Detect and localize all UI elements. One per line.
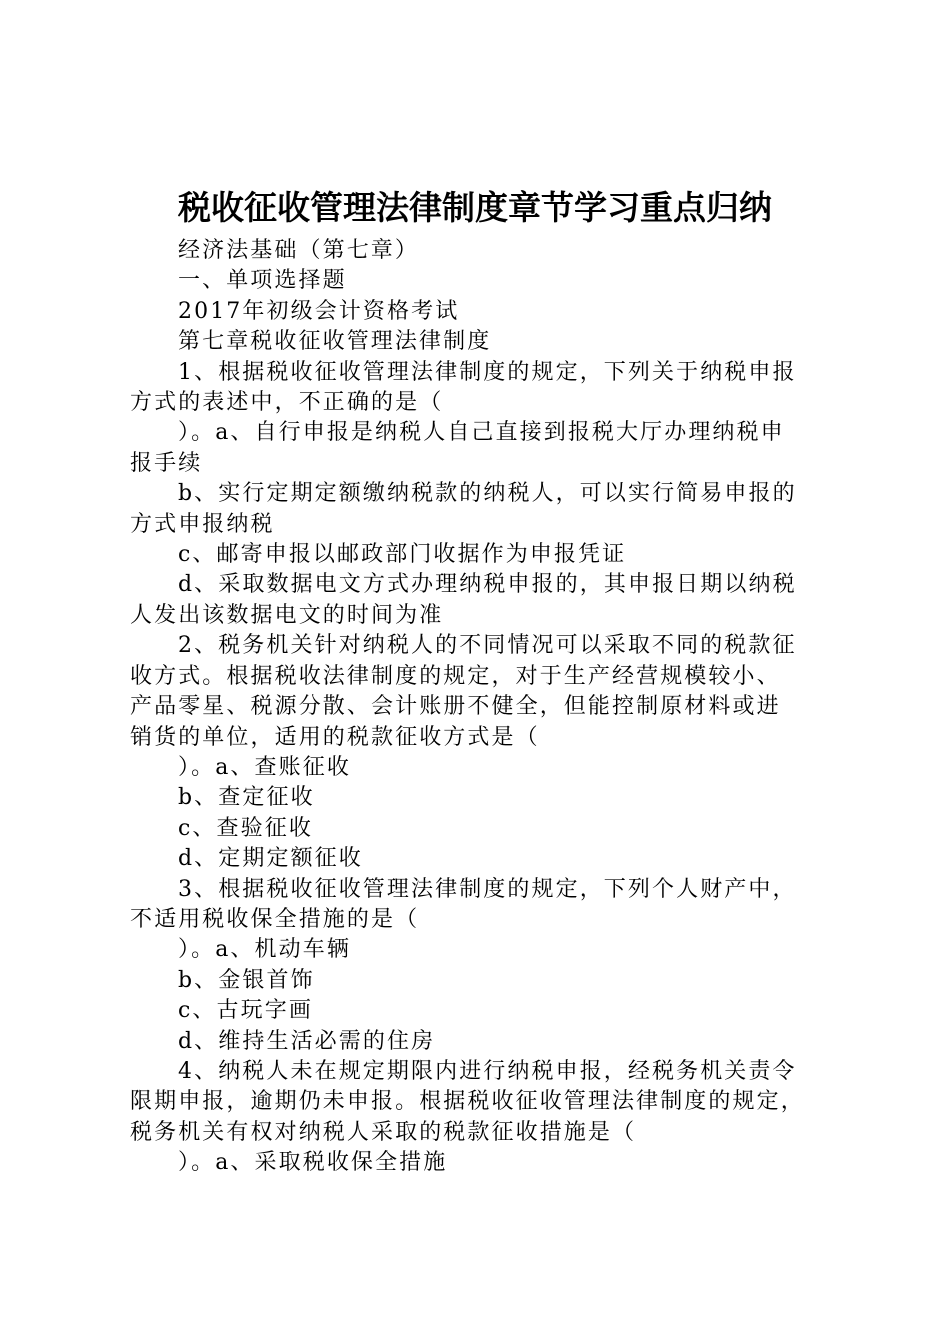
question-line: 不适用税收保全措施的是（ — [130, 906, 420, 932]
option-line: d、采取数据电文方式办理纳税申报的，其申报日期以纳税 — [178, 572, 797, 598]
option-line: b、金银首饰 — [178, 967, 315, 993]
option-line: b、查定征收 — [178, 785, 315, 811]
option-line: ）。a、查账征收 — [178, 754, 351, 780]
question-line: 3、根据税收征收管理法律制度的规定，下列个人财产中， — [178, 876, 797, 902]
question-line: 产品零星、税源分散、会计账册不健全，但能控制原材料或进 — [130, 694, 781, 720]
option-line: c、邮寄申报以邮政部门收据作为申报凭证 — [178, 542, 627, 568]
question-line: 销货的单位，适用的税款征收方式是（ — [130, 724, 540, 750]
question-line: 收方式。根据税收法律制度的规定，对于生产经营规模较小、 — [130, 663, 781, 689]
option-line: ）。a、机动车辆 — [178, 937, 351, 963]
document-title: 税收征收管理法律制度章节学习重点归纳 — [178, 188, 772, 227]
question-line: 限期申报，逾期仍未申报。根据税收征收管理法律制度的规定， — [130, 1089, 805, 1115]
option-line: d、维持生活必需的住房 — [178, 1028, 436, 1054]
option-line: b、实行定期定额缴纳税款的纳税人，可以实行简易申报的 — [178, 481, 797, 507]
option-line: c、查验征收 — [178, 815, 313, 841]
question-line: 4、纳税人未在规定期限内进行纳税申报，经税务机关责令 — [178, 1058, 797, 1084]
question-line: 方式的表述中，不正确的是（ — [130, 390, 444, 416]
document-body — [130, 236, 830, 1179]
text-line: 经济法基础（第七章） — [178, 238, 420, 263]
option-line: 报手续 — [130, 450, 203, 476]
question-line: 2、税务机关针对纳税人的不同情况可以采取不同的税款征 — [178, 633, 797, 659]
option-line: ）。a、自行申报是纳税人自己直接到报税大厅办理纳税申 — [178, 420, 785, 446]
option-line: 方式申报纳税 — [130, 511, 275, 537]
option-line: c、古玩字画 — [178, 998, 313, 1024]
option-line: ）。a、采取税收保全措施 — [178, 1150, 448, 1176]
text-line: 第七章税收征收管理法律制度 — [178, 329, 492, 355]
text-line: 一、单项选择题 — [178, 268, 347, 294]
option-line: 人发出该数据电文的时间为准 — [130, 602, 444, 628]
question-line: 1、根据税收征收管理法律制度的规定，下列关于纳税申报 — [178, 359, 797, 385]
text-line: 2017年初级会计资格考试 — [178, 298, 460, 324]
option-line: d、定期定额征收 — [178, 846, 363, 872]
question-line: 税务机关有权对纳税人采取的税款征收措施是（ — [130, 1119, 637, 1145]
